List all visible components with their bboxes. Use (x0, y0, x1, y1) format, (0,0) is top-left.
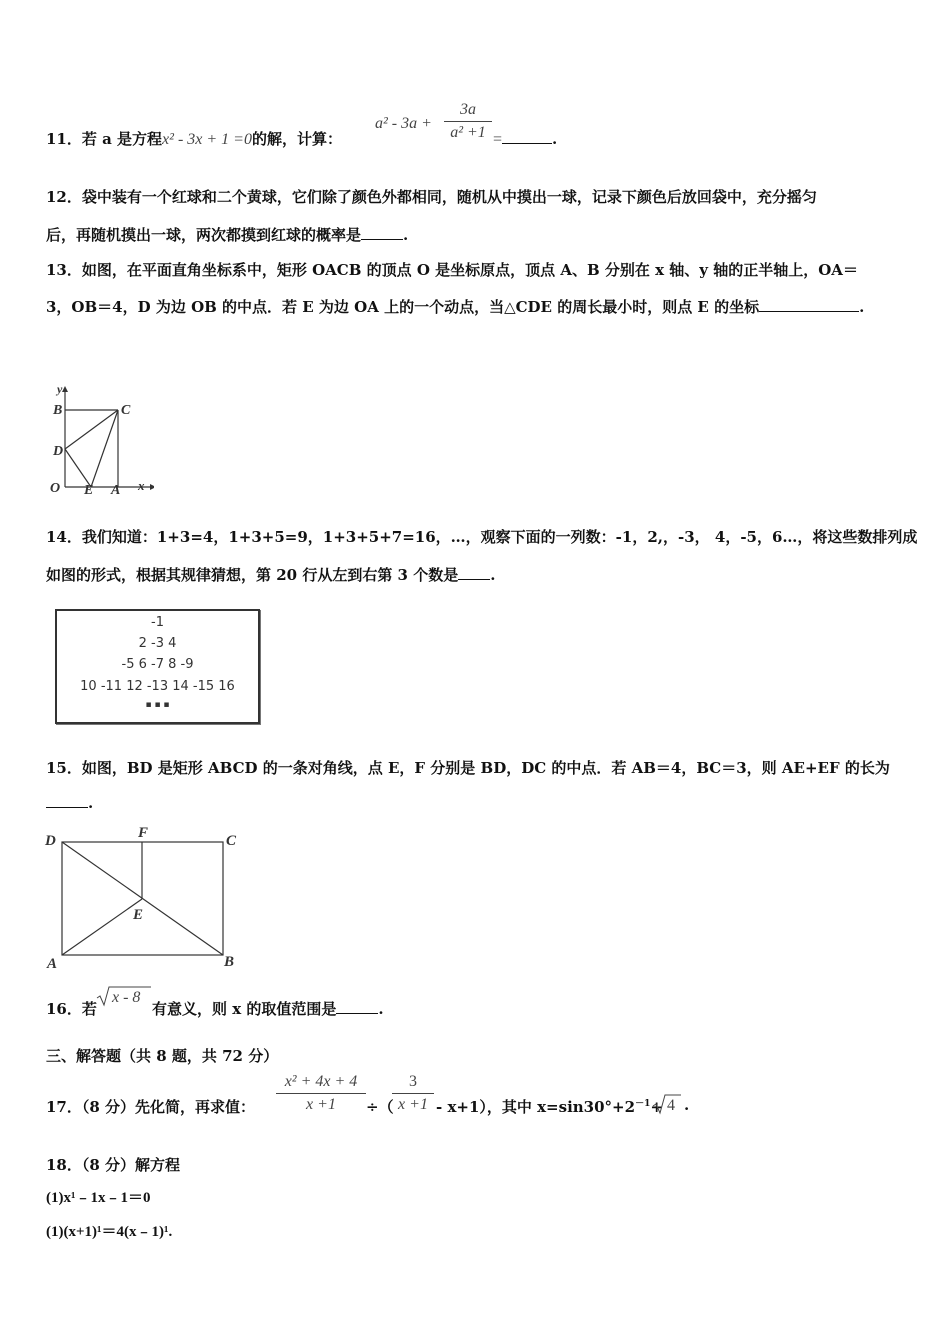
q11-frac-num: 3a (460, 101, 476, 118)
q14-row-2: 2 -3 4 (138, 636, 177, 651)
q18-equation-2: (1)(x+1)¹＝4(x﹣1)¹. (46, 1224, 173, 1240)
q12-answer-blank[interactable] (361, 225, 403, 240)
q16-rest (152, 998, 384, 1019)
q17-fraction-1 (276, 1073, 366, 1114)
q17-exponent: －1 (635, 1099, 651, 1109)
q17-frac1-bar (276, 1093, 366, 1094)
q14-line1: 14．我们知道：1+3=4，1+3+5=9，1+3+5+7=16，…，观察下面的一列数：-1，2,，-3， 4，-5，6…，将这些数排列成 (46, 528, 918, 546)
q11-equals: = (493, 131, 503, 148)
q16-radicand: x - 8 (112, 989, 141, 1006)
q16-answer-blank[interactable] (336, 999, 378, 1014)
q15-figure (44, 824, 249, 974)
q15-label-f: F (138, 825, 149, 841)
q13-label-d: D (53, 444, 64, 459)
q16-end: . (378, 1000, 384, 1018)
q18-equation-1: (1)x¹﹣1x﹣1＝0 (46, 1190, 151, 1206)
q15-line2 (46, 793, 93, 812)
q17-after (436, 1096, 663, 1117)
q13-label-b: B (53, 403, 63, 418)
q14-line2-text: 如图的形式，根据其规律猜想，第 20 行从左到右第 3 个数是 (46, 566, 459, 584)
q13-label-y: y (57, 382, 63, 396)
q17-sqrt-value: 4 (667, 1097, 675, 1114)
q13-y-arrow-icon (62, 386, 68, 392)
q15-segment-ae (62, 899, 142, 955)
q11-line (46, 128, 342, 149)
q17-frac1-num: x² + 4x + 4 (284, 1073, 358, 1090)
q17-plus: + (650, 1098, 663, 1116)
q13-x-arrow-icon (150, 484, 154, 490)
q15-line1: 15．如图，BD 是矩形 ABCD 的一条对角线，点 E，F 分别是 BD，DC 的中点．若 AB＝4，BC＝3，则 AE+EF 的长为 (46, 759, 890, 777)
q11-end: . (552, 130, 558, 148)
q15-label-b: B (224, 954, 235, 970)
q11-middle: 的解，计算： (251, 130, 342, 148)
q16-line (46, 998, 97, 1019)
q14-row-3: -5 6 -7 8 -9 (121, 657, 194, 672)
q14-row-1: -1 (151, 615, 164, 630)
q11-fraction (444, 101, 492, 142)
q13-edge-de (65, 449, 91, 487)
q17-prefix: 17．（8 分）先化简，再求值： (46, 1098, 256, 1116)
q13-figure (44, 380, 154, 500)
q16-suffix: 有意义，则 x 的取值范围是 (152, 1000, 337, 1018)
q17-after-text: - x+1），其中 x=sin30°+2 (436, 1098, 636, 1116)
q17-fraction-2 (392, 1073, 434, 1114)
q14-answer-blank[interactable] (458, 565, 490, 580)
q12-end: . (403, 226, 409, 244)
q15-label-d: D (45, 833, 56, 849)
q11-frac-den: a² +1 (450, 124, 486, 141)
q11-answer-blank[interactable] (502, 129, 552, 144)
q11-tail (493, 129, 557, 149)
q12-line2 (46, 224, 408, 245)
q13-label-o: O (50, 481, 61, 496)
q11-expr-left: a² - 3a + (375, 115, 432, 132)
q17-end: . (684, 1096, 690, 1114)
q14-line2 (46, 564, 495, 585)
q14-end: . (490, 566, 496, 584)
q13-edge-ec (91, 410, 118, 487)
q15-label-a: A (47, 956, 58, 972)
q13-line1: 13．如图，在平面直角坐标系中，矩形 OACB 的顶点 O 是坐标原点，顶点 A、B 分别在 x 轴、y 轴的正半轴上，OA＝ (46, 261, 858, 279)
q12-line1: 12．袋中装有一个红球和二个黄球，它们除了颜色外都相同，随机从中摸出一球，记录下颜色后放回袋中，充分摇匀 (46, 188, 817, 206)
q13-label-e: E (84, 483, 94, 498)
q13-label-x: x (138, 478, 145, 493)
q13-line2 (46, 296, 864, 317)
section3-title: 三、解答题（共 8 题，共 72 分） (46, 1047, 279, 1065)
q15-end: . (88, 794, 94, 812)
q14-row-ellipsis: ▪ ▪ ▪ (145, 700, 170, 710)
q13-answer-blank[interactable] (759, 297, 859, 312)
q11-frac-bar (444, 121, 492, 122)
q12-line2-text: 后，再随机摸出一球，两次都摸到红球的概率是 (46, 226, 362, 244)
q11-prefix: 11．若 a 是方程 (46, 130, 163, 148)
q13-label-c: C (121, 403, 131, 418)
q17-frac2-den: x +1 (398, 1096, 428, 1113)
q16-prefix: 16．若 (46, 1000, 97, 1018)
q13-edge-dc (65, 410, 118, 449)
q17-frac1-den: x +1 (306, 1096, 336, 1113)
q11-equation: x² - 3x + 1 =0 (162, 131, 252, 148)
q13-line2-text: 3，OB＝4，D 为边 OB 的中点．若 E 为边 OA 上的一个动点，当△CDE 的周长最小时，则点 E 的坐标 (46, 298, 760, 316)
q18-title: 18．（8 分）解方程 (46, 1156, 181, 1174)
q17-div: ÷（ (366, 1098, 394, 1116)
q15-answer-blank[interactable] (46, 793, 88, 808)
q15-label-e: E (133, 907, 144, 923)
q13-label-a: A (111, 483, 121, 498)
q13-end: . (859, 298, 865, 316)
q14-number-triangle (55, 609, 260, 724)
q17-frac2-num: 3 (409, 1073, 417, 1090)
q17-frac2-bar (392, 1093, 434, 1094)
q15-label-c: C (226, 833, 237, 849)
q14-row-4: 10 -11 12 -13 14 -15 16 (80, 679, 235, 694)
